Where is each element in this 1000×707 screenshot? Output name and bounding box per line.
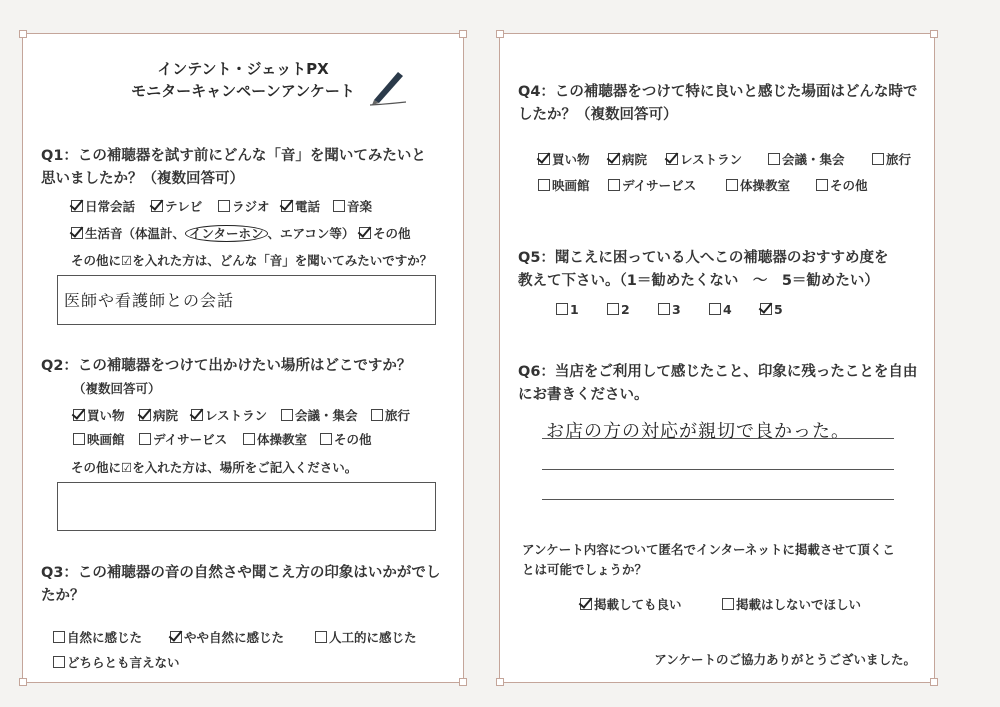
- q5-option-2[interactable]: 2: [607, 302, 630, 317]
- q2-text-line2: （複数回答可）: [73, 381, 161, 396]
- checkbox[interactable]: [243, 433, 255, 445]
- q2-option-hospital[interactable]: 病院: [139, 406, 178, 424]
- q4-option-travel[interactable]: 旅行: [872, 150, 911, 168]
- q1-option-conversation[interactable]: 日常会話: [71, 197, 135, 215]
- q4-option-shopping[interactable]: 買い物: [538, 150, 590, 168]
- q5-text-line1: Q5：聞こえに困っている人へこの補聴器のおすすめ度を: [518, 250, 889, 266]
- q6-text-line1: Q6：当店をご利用して感じたこと、印象に残ったことを自由: [518, 364, 918, 380]
- q1-text-line2: 思いましたか？（複数回答可）: [41, 171, 244, 187]
- checkbox[interactable]: [53, 631, 65, 643]
- thanks-message: アンケートのご協力ありがとうございました。: [654, 652, 916, 667]
- q5-option-4[interactable]: 4: [709, 302, 732, 317]
- q4-option-cinema[interactable]: 映画館: [538, 176, 590, 194]
- q1-followup: その他に☑を入れた方は、どんな「音」を聞いてみたいですか？: [71, 253, 433, 268]
- page-corner: [496, 30, 504, 38]
- checkbox[interactable]: [281, 409, 293, 421]
- q2-option-meeting[interactable]: 会議・集会: [281, 406, 358, 424]
- checkbox[interactable]: [73, 433, 85, 445]
- q6-answer-line[interactable]: [542, 499, 894, 500]
- checkbox[interactable]: [53, 656, 65, 668]
- consent-option-allow[interactable]: 掲載しても良い: [580, 595, 682, 613]
- q4-option-meeting[interactable]: 会議・集会: [768, 150, 845, 168]
- q4-option-hospital[interactable]: 病院: [608, 150, 647, 168]
- q1-answer-box[interactable]: [57, 275, 436, 325]
- checkbox[interactable]: [538, 179, 550, 191]
- survey-title-line1: インテント・ジェットPX: [157, 60, 329, 78]
- checkbox[interactable]: [556, 303, 568, 315]
- q5-option-3[interactable]: 3: [658, 302, 681, 317]
- checkbox[interactable]: [768, 153, 780, 165]
- checkbox[interactable]: [71, 200, 83, 212]
- q2-answer-box[interactable]: [57, 482, 436, 531]
- checkbox[interactable]: [170, 631, 182, 643]
- checkbox[interactable]: [371, 409, 383, 421]
- q1-option-radio[interactable]: ラジオ: [218, 197, 270, 215]
- page-corner: [930, 678, 938, 686]
- q1-text-line1: Q1：この補聴器を試す前にどんな「音」を聞いてみたいと: [41, 148, 426, 164]
- q5-text-line2: 教えて下さい。（1＝勧めたくない ～ 5＝勧めたい）: [518, 273, 879, 289]
- q1-option-music[interactable]: 音楽: [333, 197, 372, 215]
- q2-option-travel[interactable]: 旅行: [371, 406, 410, 424]
- q3-text-line2: たか？: [41, 588, 85, 604]
- q1-option-daily-sounds[interactable]: 生活音（体温計、 インターホン 、エアコン等）: [71, 224, 354, 242]
- q5-option-5[interactable]: 5: [760, 302, 783, 317]
- consent-text-line1: アンケート内容について匿名でインターネットに掲載させて頂くこ: [522, 542, 895, 557]
- q2-text-line1: Q2：この補聴器をつけて出かけたい場所はどこですか？: [41, 358, 412, 374]
- checkbox[interactable]: [139, 409, 151, 421]
- q4-option-exercise[interactable]: 体操教室: [726, 176, 790, 194]
- q4-text-line1: Q4：この補聴器をつけて特に良いと感じた場面はどんな時で: [518, 84, 918, 100]
- q2-option-other[interactable]: その他: [320, 430, 372, 448]
- checkbox[interactable]: [281, 200, 293, 212]
- checkbox[interactable]: [191, 409, 203, 421]
- q3-text-line1: Q3：この補聴器の音の自然さや聞こえ方の印象はいかがでし: [41, 565, 441, 581]
- checkbox[interactable]: [666, 153, 678, 165]
- page-corner: [459, 678, 467, 686]
- q3-option-natural[interactable]: 自然に感じた: [53, 628, 142, 646]
- survey-page-left: [22, 33, 464, 683]
- checkbox[interactable]: [872, 153, 884, 165]
- checkbox[interactable]: [658, 303, 670, 315]
- q6-answer-line[interactable]: [542, 469, 894, 470]
- q1-option-other[interactable]: その他: [359, 224, 411, 242]
- checkbox[interactable]: [71, 227, 83, 239]
- checkbox[interactable]: [73, 409, 85, 421]
- q6-answer-line[interactable]: [542, 438, 894, 439]
- page-corner: [930, 30, 938, 38]
- q2-followup: その他に☑を入れた方は、場所をご記入ください。: [71, 460, 358, 475]
- intercom-circled: インターホン: [185, 225, 268, 242]
- checkbox[interactable]: [320, 433, 332, 445]
- q6-text-line2: にお書きください。: [518, 387, 649, 403]
- checkbox[interactable]: [315, 631, 327, 643]
- checkbox[interactable]: [151, 200, 163, 212]
- q2-option-day-service[interactable]: デイサービス: [139, 430, 227, 448]
- checkbox[interactable]: [333, 200, 345, 212]
- q1-handwritten-answer: 医師や看護師との会話: [64, 291, 235, 310]
- survey-page-right: [499, 33, 935, 683]
- q4-option-day-service[interactable]: デイサービス: [608, 176, 696, 194]
- page-corner: [19, 30, 27, 38]
- checkbox[interactable]: [607, 303, 619, 315]
- consent-option-deny[interactable]: 掲載はしないでほしい: [722, 595, 861, 613]
- checkbox[interactable]: [359, 227, 371, 239]
- pen-icon: [368, 66, 408, 106]
- q3-option-somewhat-natural[interactable]: やや自然に感じた: [170, 628, 284, 646]
- checkbox[interactable]: [816, 179, 828, 191]
- page-corner: [459, 30, 467, 38]
- checkbox[interactable]: [139, 433, 151, 445]
- q2-option-restaurant[interactable]: レストラン: [191, 406, 267, 424]
- q2-option-shopping[interactable]: 買い物: [73, 406, 125, 424]
- checkbox[interactable]: [608, 153, 620, 165]
- checkbox[interactable]: [709, 303, 721, 315]
- q3-option-artificial[interactable]: 人工的に感じた: [315, 628, 417, 646]
- q2-option-exercise[interactable]: 体操教室: [243, 430, 307, 448]
- survey-title-line2: モニターキャンペーンアンケート: [131, 82, 355, 100]
- q4-text-line2: したか？（複数回答可）: [518, 107, 678, 123]
- checkbox[interactable]: [608, 179, 620, 191]
- q4-option-other[interactable]: その他: [816, 176, 868, 194]
- q4-option-restaurant[interactable]: レストラン: [666, 150, 742, 168]
- checkbox[interactable]: [580, 598, 592, 610]
- q5-option-1[interactable]: 1: [556, 302, 579, 317]
- checkbox[interactable]: [726, 179, 738, 191]
- page-corner: [19, 678, 27, 686]
- q3-option-neither[interactable]: どちらとも言えない: [53, 653, 180, 671]
- checkbox[interactable]: [760, 303, 772, 315]
- page-corner: [496, 678, 504, 686]
- checkbox[interactable]: [722, 598, 734, 610]
- q1-option-tv[interactable]: テレビ: [151, 197, 202, 215]
- q6-handwritten-answer: お店の方の対応が親切で良かった。: [546, 421, 850, 442]
- q1-option-phone[interactable]: 電話: [281, 197, 320, 215]
- q2-option-cinema[interactable]: 映画館: [73, 430, 125, 448]
- consent-text-line2: とは可能でしょうか？: [522, 562, 648, 577]
- checkbox[interactable]: [218, 200, 230, 212]
- checkbox[interactable]: [538, 153, 550, 165]
